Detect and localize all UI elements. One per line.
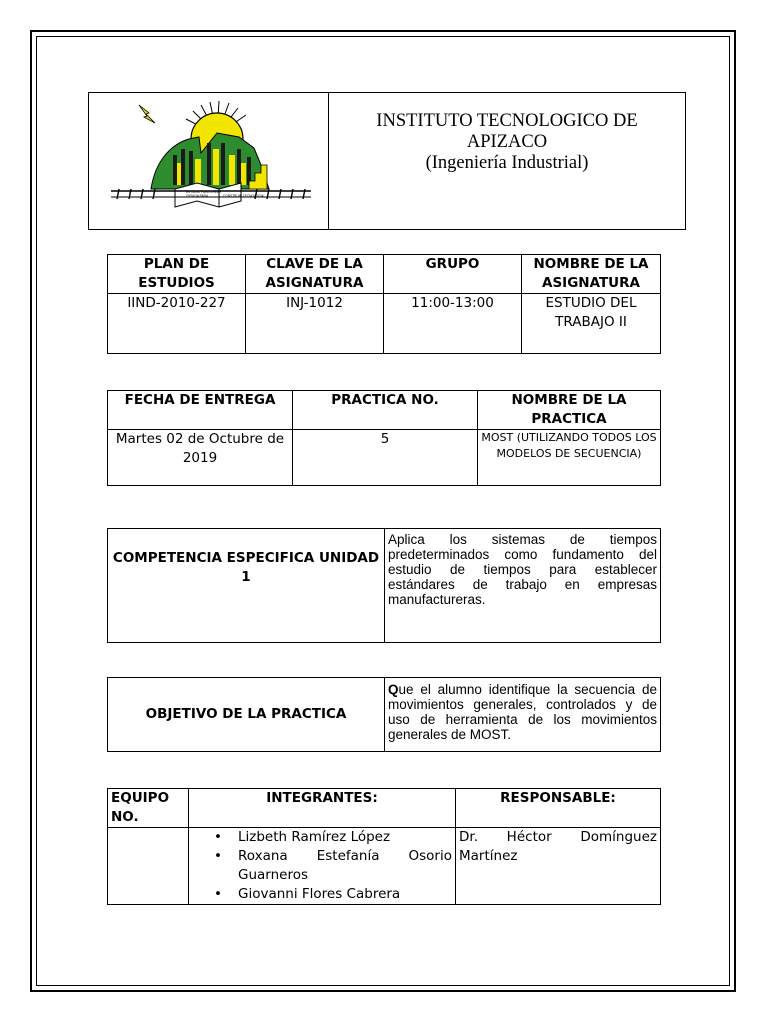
header-table [88,92,686,230]
value-fecha-entrega: Martes 02 de Octubre de 2019 [108,430,293,486]
integrantes-list [192,828,452,904]
department-name: (Ingeniería Industrial) [425,153,589,173]
header-practica-no: PRACTICA NO. [293,391,478,430]
header-grupo: GRUPO [384,255,522,294]
header-integrantes: INTEGRANTES: [189,789,456,828]
logo-text: CONSTRUIR TECNOLOGIA [223,194,264,198]
value-practica-no: 5 [293,430,478,486]
integrantes-cell [189,828,456,905]
value-responsable: Dr. Héctor Domínguez Martínez [456,828,661,905]
value-clave-asignatura: INJ-1012 [246,294,384,354]
equipo-table [107,788,661,905]
header-nombre-practica: NOMBRE DE LA PRACTICA [478,391,661,430]
header-clave-asignatura: CLAVE DE LA ASIGNATURA [246,255,384,294]
logo-text: ESTUDIO PARA CREAR [186,190,222,194]
objetivo-text-cell [385,678,661,752]
header-fecha-entrega: FECHA DE ENTREGA [108,391,293,430]
header-responsable: RESPONSABLE: [456,789,661,828]
objetivo-table [107,677,661,752]
header-plan-estudios: PLAN DE ESTUDIOS [108,255,246,294]
objetivo-label: OBJETIVO DE LA PRACTICA [108,678,385,752]
practice-table [107,390,661,486]
competencia-label: COMPETENCIA ESPECIFICA UNIDAD 1 [108,529,385,643]
objetivo-initial: Q [388,682,399,697]
institute-logo [89,93,328,224]
logo-text: CIENCIA PARA [186,194,209,198]
value-equipo-no [108,828,189,905]
list-item: • Giovanni Flores Cabrera [238,885,452,904]
value-plan-estudios: IIND-2010-227 [108,294,246,354]
plan-table [107,254,661,354]
value-grupo: 11:00-13:00 [384,294,522,354]
list-item: • Roxana Estefanía Osorio Guarneros [238,847,452,885]
value-nombre-asignatura: ESTUDIO DEL TRABAJO II [522,294,661,354]
value-nombre-practica: MOST (UTILIZANDO TODOS LOS MODELOS DE SECUENCIA) [478,430,661,486]
institution-city: APIZACO [466,132,548,152]
header-nombre-asignatura: NOMBRE DE LA ASIGNATURA [522,255,661,294]
list-item: • Lizbeth Ramírez López [238,828,452,847]
header-equipo-no: EQUIPO NO. [108,789,189,828]
competencia-text: Aplica los sistemas de tiempos predeterminados como fundamento del estudio de tiempos para establecer estándares de trabajo en empresas manufactureras. [385,529,661,643]
institution-name: INSTITUTO TECNOLOGICO DE [376,111,638,131]
logo-cell [89,93,329,230]
objetivo-text: ue el alumno identifique la secuencia de movimientos generales, controlados y de uso de herramienta de los movimientos generales de MOST. [388,682,657,742]
competencia-table [107,528,661,643]
institution-title-cell [329,93,686,230]
